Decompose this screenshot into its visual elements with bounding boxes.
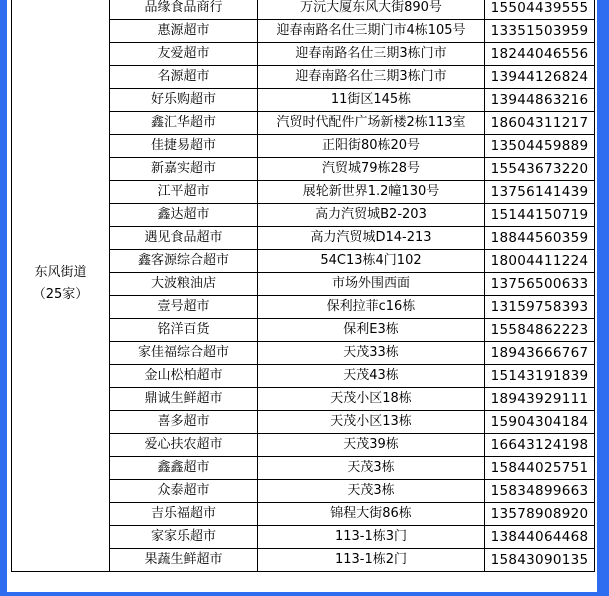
store-address-cell: 天茂39栋 [258, 434, 485, 457]
store-phone-cell: 15144150719 [485, 204, 595, 227]
store-phone-cell: 15143191839 [485, 365, 595, 388]
store-address-cell: 正阳街80栋20号 [258, 135, 485, 158]
store-name-cell: 鑫客源综合超市 [110, 250, 258, 273]
store-address-cell: 天茂33栋 [258, 342, 485, 365]
store-phone-cell: 15834899663 [485, 480, 595, 503]
district-count: （25家） [32, 287, 89, 302]
store-address-cell: 迎春南路名仕三期3栋门市 [258, 66, 485, 89]
store-phone-cell: 13159758393 [485, 296, 595, 319]
store-name-cell: 鑫鑫超市 [110, 457, 258, 480]
store-address-cell: 迎春南路名仕三期3栋门市 [258, 43, 485, 66]
store-address-cell: 天茂3栋 [258, 480, 485, 503]
store-name-cell: 壹号超市 [110, 296, 258, 319]
store-name-cell: 众泰超市 [110, 480, 258, 503]
district-name: 东风街道 [34, 265, 87, 280]
store-name-cell: 鼎诚生鲜超市 [110, 388, 258, 411]
store-address-cell: 天茂3栋 [258, 457, 485, 480]
store-address-cell: 保利拉菲c16栋 [258, 296, 485, 319]
store-address-cell: 天茂小区13栋 [258, 411, 485, 434]
store-phone-cell: 18943929111 [485, 388, 595, 411]
store-name-cell: 友爱超市 [110, 43, 258, 66]
store-name-cell: 江平超市 [110, 181, 258, 204]
district-cell [12, 0, 110, 572]
store-address-cell: 高力汽贸城D14-213 [258, 227, 485, 250]
store-name-cell: 名源超市 [110, 66, 258, 89]
store-address-cell: 113-1栋2门 [258, 549, 485, 572]
store-phone-cell: 13756141439 [485, 181, 595, 204]
store-phone-cell: 15904304184 [485, 411, 595, 434]
store-address-cell: 54C13栋4门102 [258, 250, 485, 273]
store-phone-cell: 16643124198 [485, 434, 595, 457]
store-address-cell: 11街区145栋 [258, 89, 485, 112]
store-name-cell: 金山松柏超市 [110, 365, 258, 388]
store-phone-cell: 13944863216 [485, 89, 595, 112]
store-phone-cell: 18844560359 [485, 227, 595, 250]
store-name-cell: 佳捷易超市 [110, 135, 258, 158]
store-name-cell: 大波粮油店 [110, 273, 258, 296]
store-name-cell: 果蔬生鲜超市 [110, 549, 258, 572]
store-phone-cell: 15584862223 [485, 319, 595, 342]
store-address-cell: 汽贸城79栋28号 [258, 158, 485, 181]
store-phone-cell: 13844064468 [485, 526, 595, 549]
store-phone-cell: 18943666767 [485, 342, 595, 365]
store-name-cell: 好乐购超市 [110, 89, 258, 112]
store-address-cell: 113-1栋3门 [258, 526, 485, 549]
store-address-cell: 天茂43栋 [258, 365, 485, 388]
store-phone-cell: 15543673220 [485, 158, 595, 181]
store-phone-cell: 13578908920 [485, 503, 595, 526]
store-name-cell: 品缘食品商行 [110, 0, 258, 20]
store-table-body [12, 0, 595, 572]
store-phone-cell: 18004411224 [485, 250, 595, 273]
store-name-cell: 鑫达超市 [110, 204, 258, 227]
store-address-cell: 迎春南路名仕三期门市4栋105号 [258, 20, 485, 43]
store-phone-cell: 18244046556 [485, 43, 595, 66]
store-name-cell: 爱心扶农超市 [110, 434, 258, 457]
store-table [11, 0, 595, 572]
store-name-cell: 铭洋百货 [110, 319, 258, 342]
store-address-cell: 锦程大街86栋 [258, 503, 485, 526]
store-address-cell: 保利E3栋 [258, 319, 485, 342]
store-address-cell: 市场外围西面 [258, 273, 485, 296]
store-name-cell: 喜多超市 [110, 411, 258, 434]
table-row [12, 0, 595, 20]
store-address-cell: 万沅大厦东风大街890号 [258, 0, 485, 20]
store-name-cell: 吉乐福超市 [110, 503, 258, 526]
store-address-cell: 天茂小区18栋 [258, 388, 485, 411]
store-name-cell: 新嘉实超市 [110, 158, 258, 181]
store-list-sheet [7, 0, 597, 592]
store-name-cell: 家家乐超市 [110, 526, 258, 549]
store-phone-cell: 13351503959 [485, 20, 595, 43]
store-phone-cell: 13944126824 [485, 66, 595, 89]
store-phone-cell: 13504459889 [485, 135, 595, 158]
store-name-cell: 鑫汇华超市 [110, 112, 258, 135]
frame-right-border [597, 0, 609, 596]
store-phone-cell: 15843090135 [485, 549, 595, 572]
frame-bottom-border [0, 592, 609, 596]
store-phone-cell: 13756500633 [485, 273, 595, 296]
store-name-cell: 遇见食品超市 [110, 227, 258, 250]
store-phone-cell: 18604311217 [485, 112, 595, 135]
store-name-cell: 惠源超市 [110, 20, 258, 43]
store-address-cell: 高力汽贸城B2-203 [258, 204, 485, 227]
store-address-cell: 汽贸时代配件广场新楼2栋113室 [258, 112, 485, 135]
store-phone-cell: 15504439555 [485, 0, 595, 20]
store-phone-cell: 15844025751 [485, 457, 595, 480]
store-address-cell: 展轮新世界1.2幢130号 [258, 181, 485, 204]
frame-left-border [0, 0, 7, 596]
store-name-cell: 家佳福综合超市 [110, 342, 258, 365]
